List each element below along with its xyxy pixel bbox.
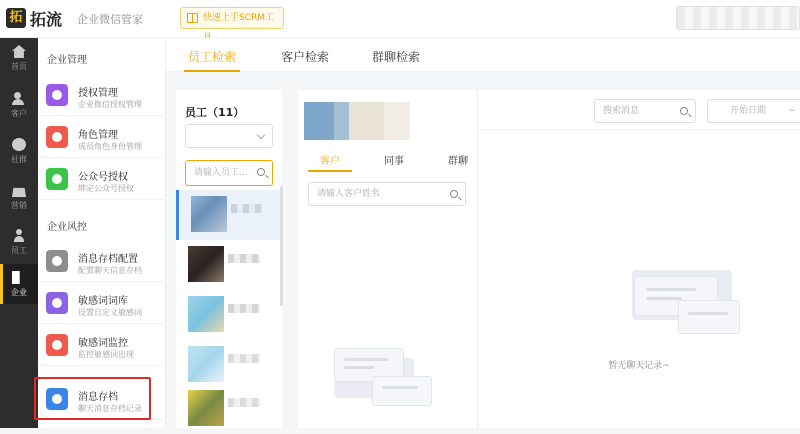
- date-range-tilde: ~: [788, 106, 796, 116]
- submenu-item-label: 敏感词监控: [78, 338, 128, 349]
- employee-name: [228, 354, 260, 363]
- person-icon: [12, 229, 26, 242]
- active-tab-indicator: [184, 70, 240, 72]
- nav-item-enterprise[interactable]: [0, 264, 38, 304]
- start-date-placeholder: 开始日期: [730, 106, 767, 116]
- chat-icon: [12, 138, 26, 151]
- search-icon: [450, 190, 458, 198]
- empty-state-text: 暂无聊天记录~: [608, 361, 670, 371]
- highlight-annotation: [34, 377, 151, 420]
- message-search-input[interactable]: [594, 99, 696, 123]
- customer-search-input[interactable]: [308, 182, 466, 206]
- submenu-item-label: 消息存档配置: [78, 254, 138, 265]
- message-toolbar: [478, 90, 800, 130]
- avatar: [191, 196, 227, 232]
- avatar: [188, 346, 224, 382]
- submenu-item-authorization[interactable]: [38, 74, 166, 116]
- employee-name: [228, 304, 260, 313]
- nav-rail: [0, 38, 38, 428]
- employee-list-scrollbar[interactable]: [280, 186, 283, 306]
- employee-row[interactable]: [176, 290, 280, 340]
- nav-label: 客户: [11, 109, 27, 118]
- top-bar: [0, 0, 800, 38]
- tab-employee-search[interactable]: 员工检索: [188, 50, 237, 64]
- employee-row[interactable]: [176, 190, 280, 240]
- enterprise-submenu: [38, 38, 166, 428]
- monitor-icon: [46, 334, 68, 356]
- message-panel: [478, 90, 800, 428]
- employee-row[interactable]: [176, 240, 280, 290]
- quick-start-button[interactable]: [180, 7, 284, 29]
- nav-label: 企业: [11, 288, 27, 297]
- submenu-item-desc: 设置自定义敏感词: [78, 308, 142, 317]
- avatar: [188, 246, 224, 282]
- search-icon: [680, 107, 688, 115]
- book-icon: [187, 13, 198, 23]
- submenu-item-label: 敏感词词库: [78, 296, 128, 307]
- employee-filter-select[interactable]: [185, 124, 273, 148]
- tab-colleagues[interactable]: 同事: [384, 156, 404, 167]
- tab-customer-search[interactable]: 客户检索: [281, 50, 330, 64]
- employee-name: [228, 254, 260, 263]
- avatar: [188, 296, 224, 332]
- quick-start-label: 快速上手SCRM工: [203, 13, 275, 23]
- nav-item-home[interactable]: [0, 38, 38, 78]
- customer-search-placeholder: 请输入客户姓名: [317, 189, 381, 199]
- submenu-item-label: 授权管理: [78, 88, 118, 99]
- nav-item-marketing[interactable]: [0, 177, 38, 217]
- tab-groups[interactable]: 群聊: [448, 156, 468, 167]
- submenu-item-roles[interactable]: [38, 116, 166, 158]
- nav-item-customers[interactable]: [0, 85, 38, 125]
- customer-panel: [298, 90, 478, 428]
- submenu-item-desc: 配置聊天信息存档: [78, 266, 142, 275]
- search-tabs: [166, 38, 800, 72]
- submenu-item-sensitive-monitor[interactable]: [38, 324, 166, 366]
- submenu-item-label: 消息存档: [78, 392, 118, 403]
- section-title-risk: 企业风控: [47, 222, 87, 233]
- employee-name: [231, 204, 263, 213]
- submenu-item-archive-config[interactable]: [38, 240, 166, 282]
- nav-label: 员工: [11, 246, 27, 255]
- gear-icon: [46, 250, 68, 272]
- avatar: [188, 390, 224, 426]
- section-title-management: 企业管理: [47, 55, 87, 66]
- employee-row[interactable]: [176, 340, 280, 390]
- employee-name: [228, 398, 260, 407]
- tab-customers[interactable]: 客户: [320, 156, 340, 167]
- submenu-item-desc: 聊天消息存档记录: [78, 404, 142, 413]
- bag-icon: [12, 184, 26, 197]
- employee-row[interactable]: [176, 384, 280, 434]
- chevron-down-icon: [257, 131, 265, 139]
- employee-search-input[interactable]: [185, 160, 273, 186]
- employee-search-placeholder: 请输入员工...: [194, 168, 248, 178]
- brand-logo-icon: 拓: [6, 8, 26, 28]
- submenu-item-official-account[interactable]: [38, 158, 166, 200]
- home-icon: [12, 45, 26, 58]
- message-icon: [46, 168, 68, 190]
- customer-tab-indicator: [308, 170, 352, 172]
- submenu-item-label: 角色管理: [78, 130, 118, 141]
- nav-label: 首页: [11, 62, 27, 71]
- search-icon: [257, 168, 265, 176]
- submenu-item-sensitive-words[interactable]: [38, 282, 166, 324]
- nav-label: 社群: [11, 155, 27, 164]
- user-account-menu[interactable]: [676, 6, 800, 30]
- employee-count-title: 员工（11）: [185, 106, 245, 119]
- word-icon: [46, 292, 68, 314]
- app-subtitle: 企业微信管家: [77, 13, 143, 26]
- message-search-placeholder: 搜索消息: [603, 106, 640, 116]
- nav-label: 营销: [11, 201, 27, 210]
- submenu-item-label: 公众号授权: [78, 172, 128, 183]
- employee-panel: [176, 90, 282, 428]
- users-icon: [12, 92, 26, 105]
- selected-employee-profile: [304, 102, 410, 140]
- submenu-item-desc: 绑定公众号授权: [78, 184, 134, 193]
- org-icon: [12, 271, 26, 284]
- brand-name: 拓流: [30, 10, 63, 29]
- submenu-item-desc: 监控敏感词出现: [78, 350, 134, 359]
- tab-group-search[interactable]: 群聊检索: [372, 50, 421, 64]
- nav-item-employees[interactable]: [0, 222, 38, 262]
- submenu-item-desc: 成员角色身份管理: [78, 142, 142, 151]
- nav-item-community[interactable]: [0, 131, 38, 171]
- submenu-item-desc: 企业微信授权管理: [78, 100, 142, 109]
- start-date-picker[interactable]: [707, 99, 800, 123]
- role-icon: [46, 126, 68, 148]
- shield-icon: [46, 84, 68, 106]
